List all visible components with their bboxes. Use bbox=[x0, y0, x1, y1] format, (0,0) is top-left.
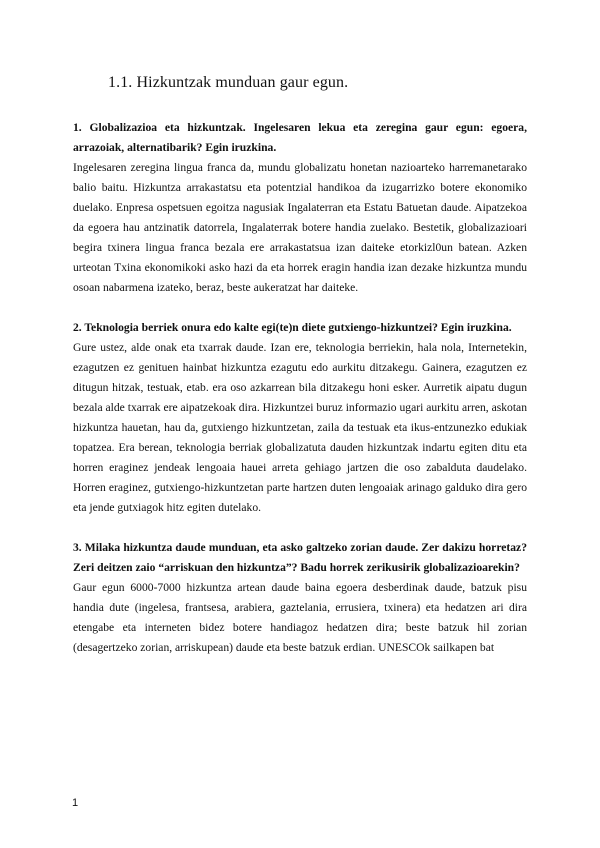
answer-3: Gaur egun 6000-7000 hizkuntza artean daude baina egoera desberdinak daude, batzuk pisu handia dute (ingelesa, frantsesa, arabiera, gaztelania, errusiera, txinera) eta hedatzen ari dira etengabe eta interneten bidez botere handiagoz hedatzen dira; beste batzuk hil zorian (desagertzeko zorian, arriskupean) daude eta beste batzuk erdian. UNESCOk sailkapen bat bbox=[73, 581, 527, 654]
question-section-3 bbox=[73, 538, 527, 658]
document-body bbox=[73, 118, 527, 658]
question-1: 1. Globalizazioa eta hizkuntzak. Ingelesaren lekua eta zeregina gaur egun: egoera, arrazoiak, alternatibarik? Egin iruzkina. bbox=[73, 121, 527, 154]
page-number: 1 bbox=[72, 797, 79, 809]
question-2: 2. Teknologia berriek onura edo kalte egi(te)n diete gutxiengo-hizkuntzei? Egin iruzkina. bbox=[73, 321, 512, 334]
section-heading: 1.1. Hizkuntzak munduan gaur egun. bbox=[108, 74, 349, 91]
answer-1: Ingelesaren zeregina lingua franca da, mundu globalizatu honetan nazioarteko harremanetarako balio baitu. Hizkuntza arrakastatsu eta potentzial handikoa da izugarrizko botere ekonomiko duelako. Enpresa ospetsuen egoitza nagusiak Ingalaterran eta Estatu Batuetan daude. Aipatzekoa da egoera hau antzinatik datorrela, Ingalaterrak botere handia zuelako. Bestetik, globalizazioari begira txinera lingua franca bezala ere arrakastatsua izan daiteke etorkizl0un batean. Azken urteotan Txina ekonomikoki asko hazi da eta horrek eragin handia izan dezake hizkuntza mundu osoan nabarmena izateko, beraz, beste aukeratzat har daiteke. bbox=[73, 161, 527, 294]
question-section-1 bbox=[73, 118, 527, 298]
question-section-2 bbox=[73, 318, 527, 518]
answer-2: Gure ustez, alde onak eta txarrak daude. Izan ere, teknologia berriekin, hala nola, Internetekin, ezagutzen ez genituen hainbat hizkuntza ezagutu edo aurkitu ditzakegu. Gainera, ezagutzen ez ditugun hitzak, testuak, etab. era oso azkarrean bila ditzakegu honi esker. Aurretik aipatu dugun bezala alde txarrak ere aipatzekoak dira. Hizkuntzei buruz informazio ugari aurkitu arren, askotan hizkuntza hauetan, hau da, gutxiengo hizkuntzetan, zaila da testuak eta ikus-entzunezko edukiak topatzea. Era berean, teknologia berriak globalizatuta dauden hizkuntzak indartu egiten ditu eta horren eraginez jendeak lengoaia hauei arreta gehiago jartzen die oso zabalduta daudelako. Horren eraginez, gutxiengo-hizkuntzetan parte hartzen duten lengoaiak arinago galduko dira gero eta jende gutxiagok hitz egiten dutelako. bbox=[73, 341, 527, 514]
question-3: 3. Milaka hizkuntza daude munduan, eta asko galtzeko zorian daude. Zer dakizu horretaz? Zeri deitzen zaio “arriskuan den hizkuntza”? Badu horrek zerikusirik globalizazioarekin? bbox=[73, 541, 527, 574]
